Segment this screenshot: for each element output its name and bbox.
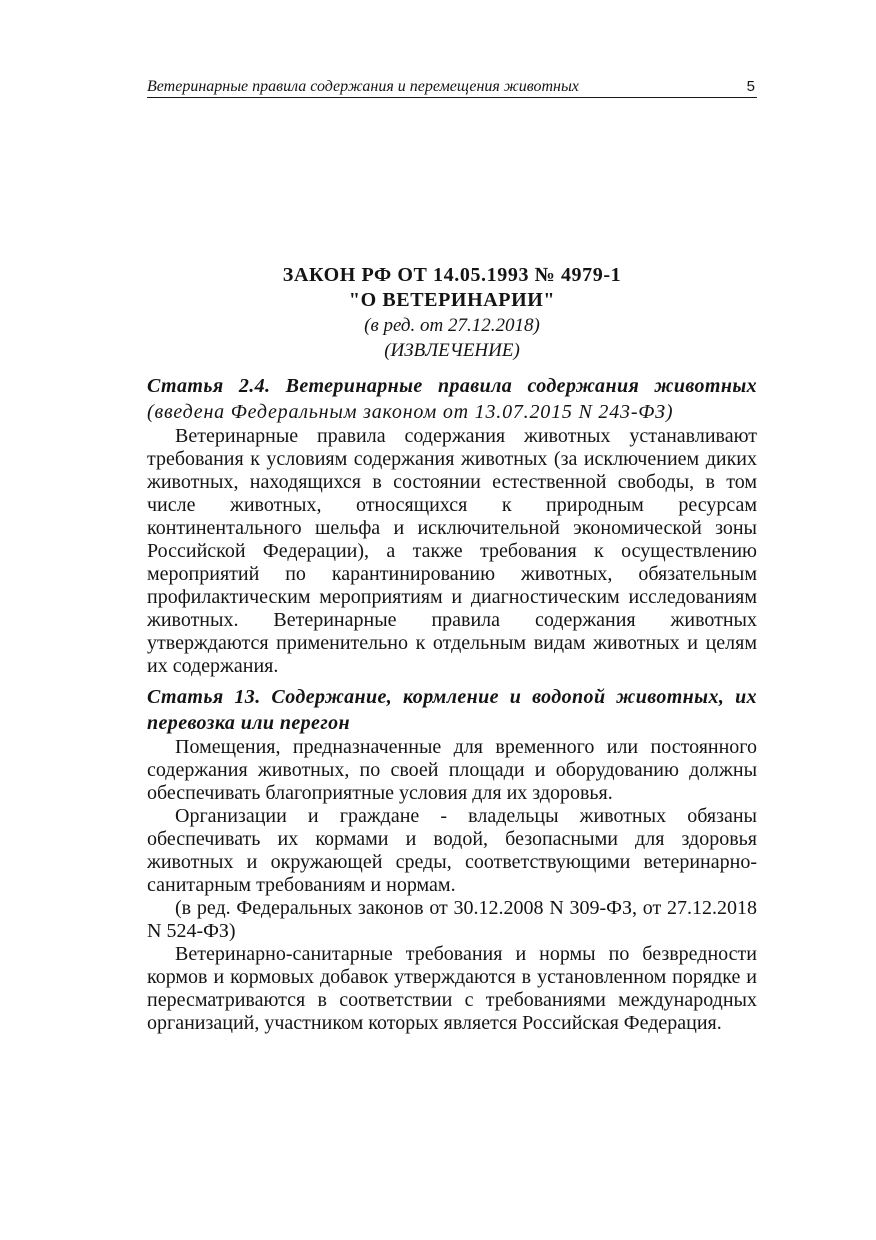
article-13-paragraph-3: Ветеринарно-санитарные требования и нормы по безвредности кормов и кормовых добавок утверждаются в установленном порядке и пересматриваются в соответствии с требованиями международных организаций, участником которых является Российская Федерация. [147, 943, 757, 1034]
page-number: 5 [746, 78, 755, 95]
law-title-block [147, 263, 757, 363]
article-13-amendment-note: (в ред. Федеральных законов от 30.12.2008 N 309-ФЗ, от 27.12.2018 N 524-ФЗ) [147, 897, 757, 942]
article-13-paragraph-2: Организации и граждане - владельцы животных обязаны обеспечивать их кормами и водой, безопасными для здоровья животных и окружающей среды, соответствующими ветеринарно-санитарным требованиям и нормам. [147, 805, 757, 896]
article-13-paragraph-1: Помещения, предназначенные для временного или постоянного содержания животных, по своей площади и оборудованию должны обеспечивать благоприятные условия для их здоровья. [147, 736, 757, 804]
running-header [147, 77, 757, 98]
article-2-4-paragraph: Ветеринарные правила содержания животных устанавливают требования к условиям содержания животных (за исключением диких животных, находящихся в состоянии естественной свободы, в том числе животных, относящихся к природным ресурсам континентального шельфа и исключительной экономической зоны Российской Федерации), а также требования к осуществлению мероприятий по карантинированию животных, обязательным профилактическим мероприятиям и диагностическим исследованиям животных. Ветеринарные правила содержания животных утверждаются применительно к отдельным видам животных и целям их содержания. [147, 425, 757, 677]
law-extract-label: (ИЗВЛЕЧЕНИЕ) [384, 340, 520, 361]
law-edition: (в ред. от 27.12.2018) [364, 315, 540, 336]
article-13-heading: Статья 13. Содержание, кормление и водопой животных, их перевозка или перегон [147, 686, 757, 734]
law-title-line1: ЗАКОН РФ ОТ 14.05.1993 № 4979-1 [282, 264, 622, 286]
document-body [147, 373, 757, 1035]
running-title: Ветеринарные правила содержания и перемещения животных [147, 78, 579, 95]
article-2-4-note: (введена Федеральным законом от 13.07.2015 N 243-ФЗ) [147, 401, 674, 423]
article-2-4-heading [147, 373, 757, 425]
law-title-line2: "О ВЕТЕРИНАРИИ" [348, 289, 556, 311]
article-2-4-title: Статья 2.4. Ветеринарные правила содержания животных [147, 375, 757, 397]
